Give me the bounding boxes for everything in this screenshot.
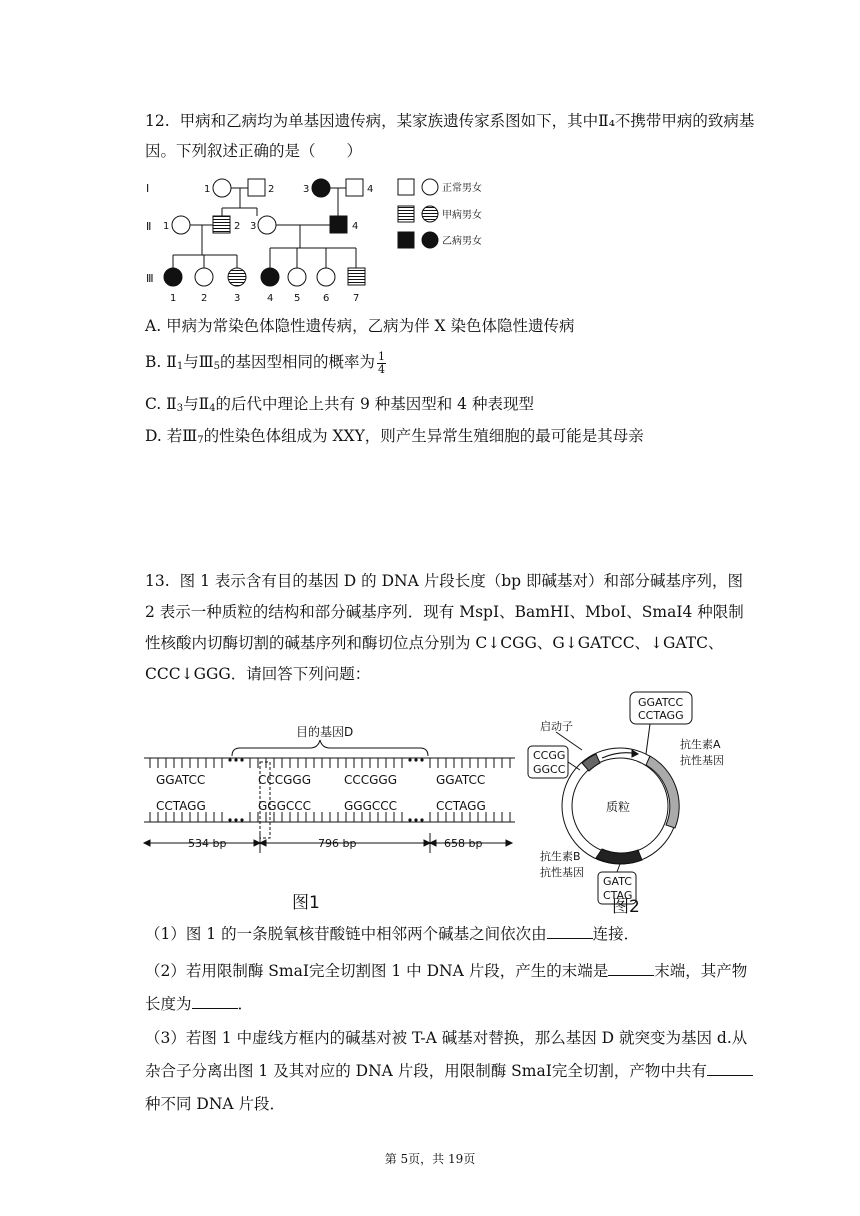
gene-a-segment [646, 756, 679, 828]
length-534: 534 bp [188, 837, 227, 850]
q12-option-b [145, 350, 386, 379]
ped-I3 [312, 179, 330, 197]
fraction-denominator: 4 [378, 362, 386, 376]
ped-I4 [346, 179, 363, 196]
gen-label-2: Ⅱ [146, 220, 152, 233]
q13-sub3 [145, 1022, 755, 1121]
option-c-text: 的后代中理论上共有 9 种基因型和 4 种表现型 [215, 395, 534, 413]
num-II4: 4 [352, 221, 359, 232]
sub3-text-a: （3）若图 1 中虚线方框内的碱基对被 T-A 碱基对替换，那么基因 D 就突变为基因 d.从杂合子分离出图 1 及其对应的 DNA 片段，用限制酶 SmaI完全切割，产物中共有 [145, 1029, 748, 1080]
option-d-label: D. [145, 427, 162, 445]
q12-stem [145, 106, 755, 166]
answer-blank-4[interactable] [707, 1061, 753, 1076]
option-b-label: B. [145, 353, 162, 371]
option-d-pre-sub: 7 [197, 435, 204, 446]
sub2-text-b: 末端，其产物长度为 [145, 962, 748, 1013]
figure-1-dna [140, 718, 520, 918]
sub1-text-a: （1）图 1 的一条脱氧核苷酸链中相邻两个碱基之间依次由 [145, 925, 547, 943]
fig1-top-seq-4: GGATCC [436, 773, 486, 787]
figure-2-caption: 图2 [612, 897, 640, 917]
legend-yi-male [398, 232, 414, 248]
legend-label-normal: 正常男女 [442, 183, 482, 194]
ped-I2 [248, 179, 265, 196]
ped-III6 [317, 268, 335, 286]
bamhi-seq-bottom: CCTAGG [638, 709, 684, 722]
promoter-label: 启动子 [540, 720, 573, 733]
legend-normal-female [422, 179, 438, 195]
ped-III4 [261, 268, 279, 286]
length-796: 796 bp [318, 837, 357, 850]
sub1-text-b: 连接． [592, 925, 640, 943]
ped-I1 [213, 179, 231, 197]
num-III5: 5 [294, 293, 301, 304]
option-b-text: 的基因型相同的概率为 [220, 353, 376, 371]
q12-option-a [145, 314, 574, 338]
figure-1-caption: 图1 [292, 893, 320, 913]
ped-III3 [228, 268, 246, 286]
option-b-pre-sub: 1 [176, 361, 184, 372]
option-c-mid-sub: 4 [209, 403, 216, 414]
num-III3: 3 [234, 293, 241, 304]
option-d-pre: 若Ⅲ [166, 427, 198, 445]
sub2-text-a: （2）若用限制酶 SmaI完全切割图 1 中 DNA 片段，产生的末端是 [145, 962, 609, 980]
legend-normal-male [398, 179, 414, 195]
option-c-label: C. [145, 395, 162, 413]
figure-2-plasmid [520, 688, 760, 918]
q12-stem-line2: 因。下列叙述正确的是（ ） [145, 142, 363, 160]
answer-blank-3[interactable] [192, 994, 238, 1009]
mspi-seq-top: CCGG [533, 749, 566, 762]
ped-III7 [348, 268, 365, 285]
legend-jia-female [422, 206, 438, 222]
ped-II2 [213, 216, 230, 233]
q13-stem [145, 566, 755, 690]
q12-number: 12. [145, 112, 170, 130]
gen-label-1: Ⅰ [146, 182, 150, 195]
ped-III2 [195, 268, 213, 286]
q13-sub1 [145, 919, 755, 949]
gene-d-label: 目的基因D [296, 725, 354, 739]
ped-III1 [164, 268, 182, 286]
q13-stem-text: 图 1 表示含有目的基因 D 的 DNA 片段长度（bp 即碱基对）和部分碱基序列，图 2 表示一种质粒的结构和部分碱基序列．现有 MspI、BamHI、MboI、SmaI4 种限制性核酸内切酶切割的碱基序列和酶切位点分别为 C↓CGG、G↓GATCC、↓GATC、CCC↓GGG．请回答下列问题： [145, 572, 744, 683]
option-c-mid: 与Ⅱ [183, 395, 210, 413]
plasmid-label: 质粒 [606, 800, 631, 814]
num-I4: 4 [367, 184, 374, 195]
fig1-top-seq-1: GGATCC [156, 773, 206, 787]
gene-a-label-2: 抗性基因 [680, 754, 724, 767]
num-I2: 2 [268, 184, 275, 195]
pedigree-figure [140, 170, 500, 305]
sub2-text-c: ． [237, 995, 254, 1013]
fig1-top-seq-2: CCCGGG [258, 773, 312, 787]
promoter-segment [582, 754, 600, 771]
gene-b-label-1: 抗生素B [540, 850, 581, 863]
gene-b-label-2: 抗性基因 [540, 866, 584, 879]
num-II1: 1 [163, 221, 170, 232]
option-a-label: A. [145, 317, 162, 335]
num-III2: 2 [201, 293, 208, 304]
q12-stem-line1: 甲病和乙病均为单基因遗传病，某家族遗传家系图如下，其中Ⅱ₄不携带甲病的致病基 [179, 112, 755, 130]
q12-option-d [145, 424, 644, 453]
ped-II3 [258, 216, 276, 234]
legend-jia-male [398, 206, 414, 222]
num-II3: 3 [250, 221, 257, 232]
q13-sub2 [145, 955, 755, 1021]
q12-option-c [145, 392, 534, 421]
sub3-text-b: 种不同 DNA 片段． [145, 1095, 286, 1113]
page-footer: 第 5页，共 19页 [384, 1152, 476, 1166]
ped-II4 [330, 216, 347, 233]
fig1-bottom-seq-4: CCTAGG [436, 799, 486, 813]
gene-d-brace [232, 740, 428, 756]
legend-label-jia: 甲病男女 [442, 210, 482, 221]
mboi-seq-top: GATC [603, 875, 632, 888]
fig1-bottom-seq-1: CCTAGG [156, 799, 206, 813]
gen-label-3: Ⅲ [146, 272, 154, 285]
option-d-text: 的性染色体组成为 XXY，则产生异常生殖细胞的最可能是其母亲 [203, 427, 644, 445]
fraction-numerator: 1 [378, 349, 386, 363]
answer-blank-1[interactable] [547, 924, 593, 939]
option-b-fraction [377, 351, 386, 376]
option-b-pre: Ⅱ [166, 353, 177, 371]
bamhi-seq-top: GGATCC [638, 696, 684, 709]
fig1-bottom-seq-2: GGGCCC [258, 799, 312, 813]
length-658: 658 bp [444, 837, 483, 850]
gene-a-label-1: 抗生素A [680, 738, 721, 751]
num-III4: 4 [267, 293, 274, 304]
legend-label-yi: 乙病男女 [442, 236, 482, 247]
option-a-text: 甲病为常染色体隐性遗传病，乙病为伴 X 染色体隐性遗传病 [166, 317, 575, 335]
legend-yi-female [422, 232, 438, 248]
option-c-pre: Ⅱ [166, 395, 177, 413]
option-c-pre-sub: 3 [176, 403, 184, 414]
num-II2: 2 [234, 221, 241, 232]
num-III1: 1 [170, 293, 177, 304]
num-I1: 1 [204, 184, 211, 195]
option-b-mid-sub: 5 [213, 361, 221, 372]
num-III7: 7 [353, 293, 360, 304]
ped-II1 [172, 216, 190, 234]
answer-blank-2[interactable] [608, 961, 654, 976]
q13-number: 13. [145, 572, 170, 590]
option-b-mid: 与Ⅲ [183, 353, 214, 371]
mboi-seq-bottom: CTAG [603, 889, 633, 902]
ped-III5 [288, 268, 306, 286]
fig1-bottom-seq-3: GGGCCC [344, 799, 398, 813]
mspi-seq-bottom: GGCC [533, 763, 566, 776]
fig1-top-seq-3: CCCGGG [344, 773, 398, 787]
num-I3: 3 [303, 184, 310, 195]
num-III6: 6 [323, 293, 330, 304]
